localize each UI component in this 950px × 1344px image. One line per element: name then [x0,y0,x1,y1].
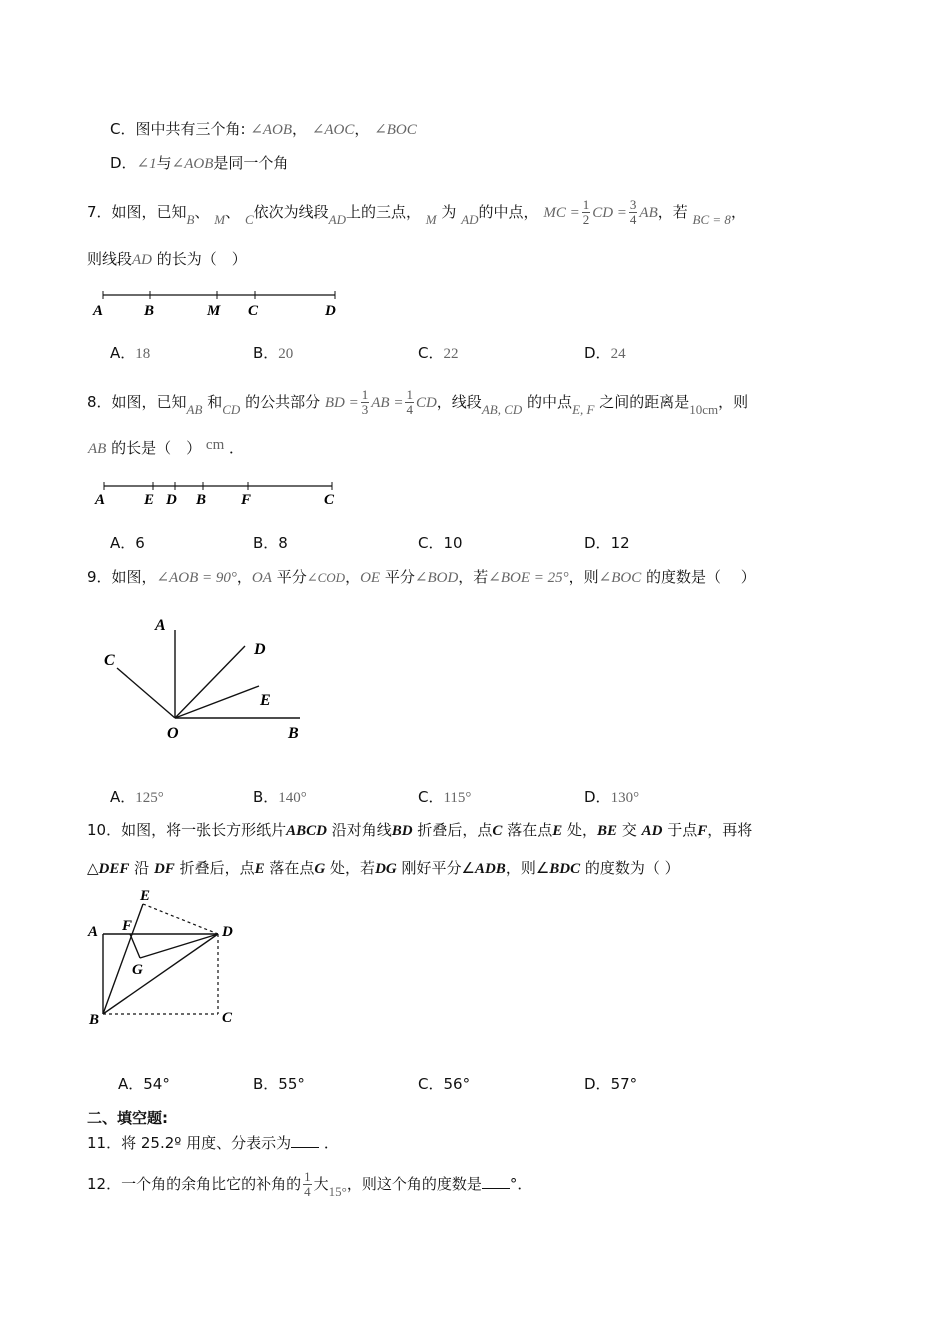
q8-line2-a: 的长是（ ） [111,439,202,457]
q8-ef: E, F [572,402,595,417]
q8-frac-third [361,388,370,417]
section-fill-in-heading: 二、填空题: [87,1109,168,1127]
q10-opt-a-label: A． [118,1075,144,1093]
q8-opt-d-label: D． [584,534,611,552]
q8-opt-b-value: 8 [278,534,288,552]
q9-comma2: ， [345,568,361,586]
q11 [87,1132,339,1153]
q9-figure [95,610,325,750]
q9-option-a[interactable] [110,786,164,807]
q7-opt-a-label: A． [110,344,136,362]
q8-stem-line2 [88,437,244,458]
q8-pt-e: E [144,492,155,508]
q8-pt-c: C [324,492,335,508]
q8-option-b[interactable] [253,532,288,553]
q9-opt-c-value: 115° [443,790,472,806]
q8-pt-f: F [241,492,252,508]
q8-opt-d-value: 12 [610,534,630,552]
q10-opt-d-label: D． [584,1075,611,1093]
q7-ab: AB [639,205,658,221]
q7-text-is: 为 [441,203,457,221]
q8-opt-b-label: B． [253,534,279,552]
q8-ab-eq: AB = [371,395,404,411]
q8-pt-a: A [95,492,106,508]
q9-opt-c-label: C． [418,788,444,806]
q10-g: G [314,861,326,877]
q9-oa: OA [251,570,272,586]
q10-opt-c-label: C． [418,1075,444,1093]
q7-opt-a-value: 18 [135,346,151,362]
q10-pt-d: D [222,924,233,940]
q10-pt-f: F [122,918,133,934]
q6-option-d-label: D． [110,154,137,172]
q7-stem-line2 [87,248,247,269]
q10-df: DF [153,861,175,877]
q8-cd: CD [222,402,241,417]
q10-l2-f: ，则∠ [505,859,550,877]
angle-1: ∠1 [136,156,157,172]
q10-l1-c: 折叠后，点 [417,821,493,839]
q9-number: 9．如图， [87,568,157,586]
q7-text-mid: 的中点， [478,203,539,221]
q9-opt-a-label: A． [110,788,136,806]
q10-adb: ADB [474,861,506,877]
q10-l1-h: ，再将 [707,821,753,839]
q7-option-a[interactable] [110,342,150,363]
q8-unit: cm [205,437,225,453]
q12-frac-num: 1 [304,1169,311,1184]
q7-number: 7．如图，已知 [87,203,187,221]
q9-text-end: 的度数是（ ） [646,568,756,586]
q10-opt-a-value: 54° [143,1075,170,1093]
q6-option-c-label: C．图中共有三个角: [110,120,246,138]
q10-l2-c: 落在点 [269,859,315,877]
q7-opt-c-value: 22 [443,346,459,362]
q7-frac1-num: 1 [582,197,590,212]
q10-pt-c: C [222,1010,233,1026]
q9-opt-d-value: 130° [610,790,640,806]
q6-option-d [110,152,288,173]
q9-text-bisect: 平分 [276,568,307,586]
q9-opt-d-label: D． [584,788,611,806]
q7-opt-b-value: 20 [278,346,294,362]
q9-aob: ∠AOB = 90° [156,570,237,586]
q7-pt-b: B [144,303,155,319]
q9-cod: ∠COD [306,570,346,585]
q10-pt-g: G [132,962,143,978]
q8-text-common: 的公共部分 [245,393,321,411]
q10-l1-e: 处， [567,821,598,839]
q7-opt-d-label: D． [584,344,611,362]
q10-l2-d: 处，若 [330,859,376,877]
q8-bd: BD = [324,395,359,411]
q9-pt-e: E [260,692,271,709]
q9-oe: OE [360,570,381,586]
q9-text-bisect2: 平分 [384,568,415,586]
q11-answer-blank[interactable] [291,1133,319,1148]
q11-text: 11．将 25.2º 用度、分表示为 [87,1134,292,1152]
q10-l1-f: 交 [621,821,637,839]
q7-bc: BC = 8 [692,212,731,227]
q7-mc: MC = [543,205,580,221]
q7-frac-threequarter [629,198,638,227]
q7-m-2: M [425,212,437,227]
q10-l2-b: 折叠后，点 [179,859,255,877]
q9-bod: ∠BOD [414,570,459,586]
q10-def: DEF [98,861,130,877]
q10-e2: E [254,861,265,877]
q10-pt-e: E [140,888,151,904]
q10-opt-b-label: B． [253,1075,279,1093]
q8-text-seg: ，线段 [436,393,482,411]
q8-frac1-num: 1 [361,387,369,402]
q9-boe: ∠BOE = 25° [488,570,569,586]
q7-sep1: 、 [194,203,210,221]
q10-f: F [697,823,708,839]
q9-text-if: ，若 [458,568,489,586]
q7-m: M [214,212,226,227]
q8-option-a[interactable] [110,532,145,553]
q7-option-b[interactable] [253,342,293,363]
q8-frac1-den: 3 [361,402,369,417]
q7-sep2: 、 [225,203,241,221]
q8-pt-b: B [196,492,207,508]
q9-pt-a: A [155,617,166,634]
q9-opt-b-label: B． [253,788,279,806]
q12-answer-blank[interactable] [482,1174,510,1189]
q8-ab: AB [186,402,203,417]
q10-figure [85,884,255,1029]
q8-cd-end: CD [415,395,437,411]
q8-text-then: ，则 [718,393,749,411]
q7-c: C [244,212,254,227]
q7-frac-half [582,198,591,227]
q8-line2-ab: AB [88,441,107,457]
q8-opt-a-value: 6 [135,534,145,552]
q8-dist: 10cm [689,402,719,417]
q10-ad: AD [641,823,663,839]
q9-pt-c: C [104,652,115,669]
q8-line2-end: ． [229,439,245,457]
q8-opt-c-value: 10 [443,534,463,552]
q10-l1-a: 10．如图，将一张长方形纸片 [87,821,287,839]
q7-option-c[interactable] [418,342,458,363]
q9-option-d[interactable] [584,786,639,807]
q10-be: BE [597,823,618,839]
q10-bdc: BDC [549,861,581,877]
q7-stem-line1 [87,198,746,227]
angle-aob-2: ∠AOB [171,156,214,172]
q10-l2-a: 沿 [134,859,150,877]
q8-option-d[interactable] [584,532,630,553]
q9-pt-o: O [167,725,179,742]
q7-ad-3: AD [132,252,153,268]
q9-pt-b: B [288,725,299,742]
q10-option-d[interactable] [584,1073,637,1094]
q7-option-d[interactable] [584,342,626,363]
q10-e: E [552,823,563,839]
q10-stem-line2 [87,857,680,878]
q7-ad: AD [328,212,346,227]
q10-opt-b-value: 55° [278,1075,305,1093]
q8-frac-quarter [405,388,414,417]
q8-option-c[interactable] [418,532,463,553]
q7-pt-d: D [325,303,336,319]
q6-option-c: C．图中共有三个角: ∠AOB， ∠AOC， ∠BOC [110,120,417,138]
triangle-icon: △ [87,859,99,877]
q7-opt-b-label: B． [253,344,279,362]
q7-frac1-den: 2 [582,212,590,227]
q7-text-if: ，若 [657,203,688,221]
q7-opt-c-label: C． [418,344,444,362]
q7-comma: ， [730,203,746,221]
q9-comma1: ， [236,568,252,586]
q7-frac2-den: 4 [629,212,637,227]
q10-opt-d-value: 57° [610,1075,638,1093]
q10-bd: BD [391,823,413,839]
q8-abcd: AB, CD [481,402,523,417]
q8-text-midpts: 的中点 [527,393,573,411]
q7-figure [85,285,345,325]
q8-text-dist: 之间的距离是 [599,393,690,411]
q12-text-b: 大 [313,1175,329,1193]
q10-option-c[interactable] [418,1073,470,1094]
q10-l1-d: 落在点 [507,821,553,839]
q10-stem-line1 [87,819,752,840]
q9-opt-a-value: 125° [135,790,164,806]
q10-pt-a: A [88,924,99,940]
q7-line2-b: 的长为（ ） [156,250,247,268]
q10-l1-b: 沿对角线 [331,821,392,839]
angle-boc: ∠BOC [374,122,417,138]
q10-l2-g: 的度数为（ ） [584,859,680,877]
q10-opt-c-value: 56° [443,1075,471,1093]
q7-pt-c: C [248,303,259,319]
q9-option-c[interactable] [418,786,471,807]
q10-dg: DG [375,861,397,877]
q9-option-b[interactable] [253,786,307,807]
q12-deg: 15° [328,1184,347,1199]
q12-frac [303,1170,312,1199]
q8-opt-c-label: C． [418,534,444,552]
q8-figure [88,476,348,512]
q10-pt-b: B [89,1012,100,1028]
q7-pt-a: A [93,303,104,319]
q10-c: C [492,823,503,839]
q8-pt-d: D [166,492,177,508]
q12 [87,1170,532,1199]
q8-number: 8．如图，已知 [87,393,187,411]
q7-pt-m: M [207,303,221,319]
q12-text-c: ，则这个角的度数是 [346,1175,482,1193]
q8-stem-line1 [87,388,748,417]
q10-l2-e: 刚好平分∠ [401,859,475,877]
q9-stem [87,566,756,587]
q7-text-in-order: 依次为线段 [253,203,329,221]
q9-opt-b-value: 140° [278,790,307,806]
q10-option-a[interactable] [118,1073,170,1094]
q12-frac-den: 4 [304,1184,311,1199]
q11-end: ． [323,1134,339,1152]
q8-opt-a-label: A． [110,534,136,552]
q9-text-then: ，则 [568,568,599,586]
q8-text-and: 和 [207,393,223,411]
q8-frac2-num: 1 [406,387,413,402]
q7-ad-2: AD [461,212,479,227]
q9-pt-d: D [254,641,266,658]
q7-opt-d-value: 24 [610,346,626,362]
q7-frac2-num: 3 [629,197,637,212]
q10-abcd: ABCD [286,823,327,839]
q10-option-b[interactable] [253,1073,305,1094]
q12-text-a: 12．一个角的余角比它的补角的 [87,1175,302,1193]
q6-option-d-end: 是同一个角 [213,154,289,172]
q7-b: B [186,212,195,227]
q12-end: °． [509,1175,533,1193]
q7-text-three: 上的三点， [345,203,421,221]
q7-cd: CD = [592,205,627,221]
q8-frac2-den: 4 [406,402,413,417]
angle-aoc: ∠AOC [311,122,355,138]
q6-option-d-mid: 与 [156,154,172,172]
q9-boc: ∠BOC [598,570,642,586]
q10-l1-g: 于点 [667,821,698,839]
angle-aob: ∠AOB [250,122,293,138]
q7-line2-a: 则线段 [87,250,133,268]
